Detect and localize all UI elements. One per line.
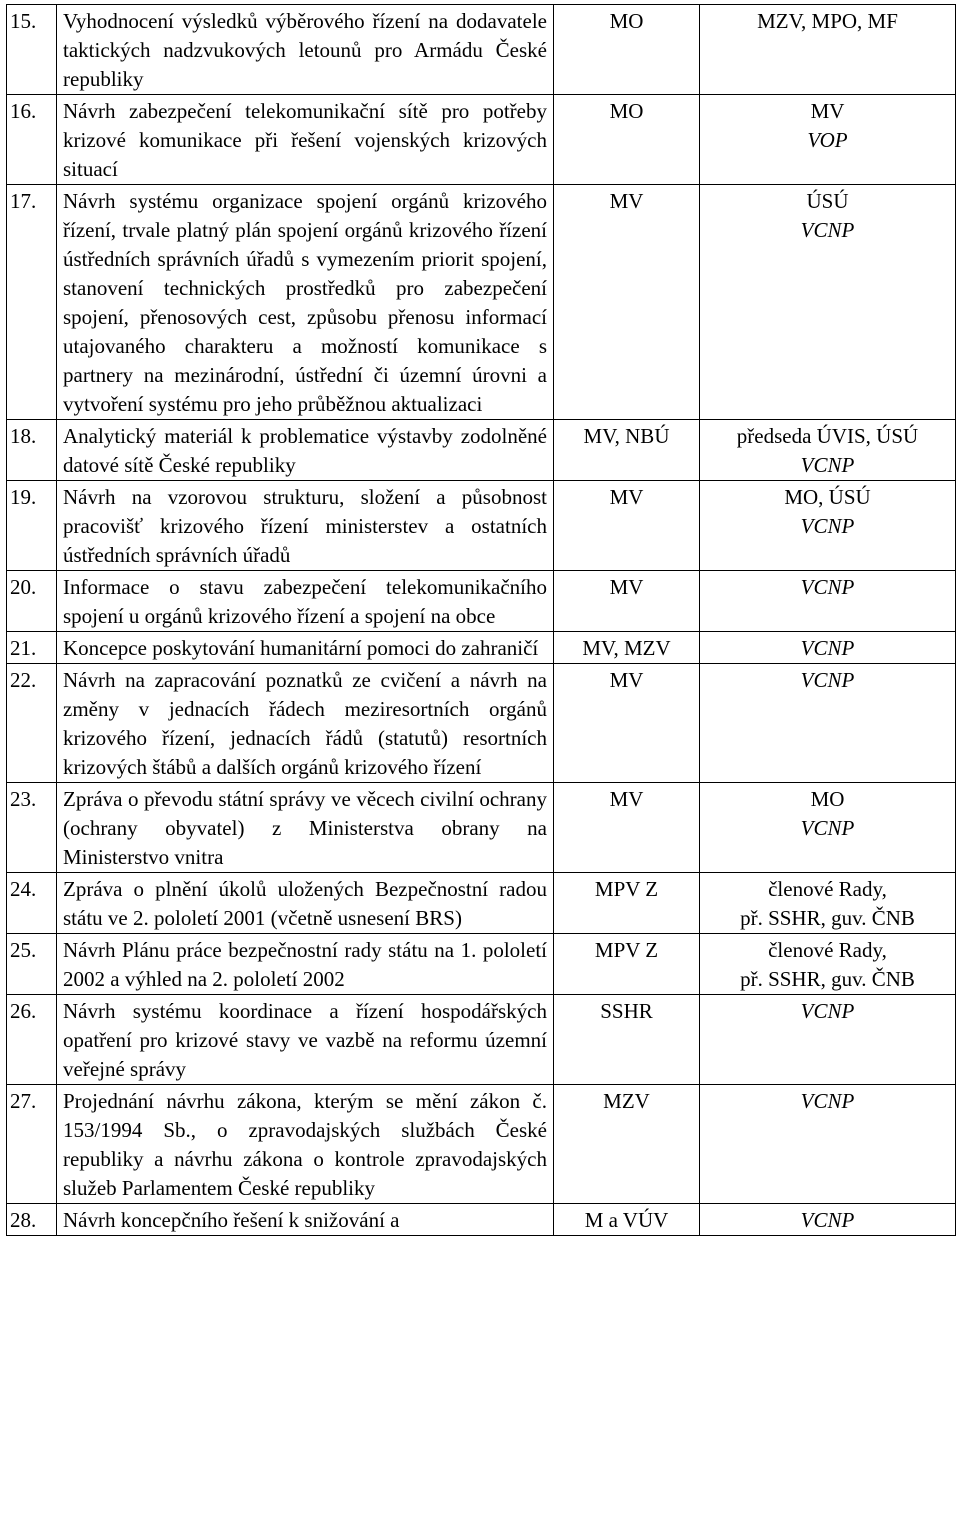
row-number: 28. <box>7 1204 57 1236</box>
co-operating-parties <box>700 873 956 934</box>
co-party: př. SSHR, guv. ČNB <box>740 906 915 930</box>
table-row <box>7 481 956 571</box>
task-description: Návrh koncepčního řešení k snižování a <box>57 1204 554 1236</box>
co-party: VCNP <box>800 514 855 538</box>
responsible-party: M a VÚV <box>554 1204 700 1236</box>
co-operating-parties <box>700 1085 956 1204</box>
co-operating-parties <box>700 664 956 783</box>
co-party: VCNP <box>800 636 855 660</box>
responsible-party: MV <box>554 571 700 632</box>
task-table-body <box>7 5 956 1236</box>
co-party: ÚSÚ <box>806 189 849 213</box>
task-description: Návrh na vzorovou strukturu, složení a působnost pracovišť krizového řízení ministerstev a ostatních ústředních správních úřadů <box>57 481 554 571</box>
co-operating-parties <box>700 95 956 185</box>
task-table <box>6 4 956 1236</box>
co-operating-parties <box>700 1204 956 1236</box>
task-description: Návrh systému organizace spojení orgánů krizového řízení, trvale platný plán spojení orgánů krizového řízení ústředních správních úřadů s vymezením priorit spojení, stanovení technických prostředků pro zabezpečení spojení, přenosových cest, způsobu přenosu informací utajovaného charakteru a možností komunikace s partnery na mezinárodní, ústřední či územní úrovni a vytvoření systému pro jeho průběžnou aktualizaci <box>57 185 554 420</box>
co-operating-parties <box>700 420 956 481</box>
co-operating-parties <box>700 934 956 995</box>
row-number: 25. <box>7 934 57 995</box>
co-party: členové Rady, <box>768 877 887 901</box>
row-number: 26. <box>7 995 57 1085</box>
co-party: VCNP <box>800 1089 855 1113</box>
table-row <box>7 934 956 995</box>
co-party: předseda ÚVIS, ÚSÚ <box>736 424 919 448</box>
co-party: VCNP <box>800 575 855 599</box>
co-party: MO, ÚSÚ <box>784 485 871 509</box>
table-row <box>7 783 956 873</box>
task-description: Návrh zabezpečení telekomunikační sítě pro potřeby krizové komunikace při řešení vojenských krizových situací <box>57 95 554 185</box>
co-operating-parties <box>700 185 956 420</box>
task-description: Návrh Plánu práce bezpečnostní rady státu na 1. pololetí 2002 a výhled na 2. pololetí 2002 <box>57 934 554 995</box>
co-party: př. SSHR, guv. ČNB <box>740 967 915 991</box>
responsible-party: MPV Z <box>554 934 700 995</box>
row-number: 17. <box>7 185 57 420</box>
table-row <box>7 664 956 783</box>
row-number: 16. <box>7 95 57 185</box>
table-row <box>7 873 956 934</box>
responsible-party: MO <box>554 95 700 185</box>
co-party: VCNP <box>800 668 855 692</box>
co-party: VCNP <box>800 218 855 242</box>
table-row <box>7 420 956 481</box>
task-description: Koncepce poskytování humanitární pomoci do zahraničí <box>57 632 554 664</box>
task-description: Návrh systému koordinace a řízení hospodářských opatření pro krizové stavy ve vazbě na reformu územní veřejné správy <box>57 995 554 1085</box>
task-description: Zpráva o plnění úkolů uložených Bezpečnostní radou státu ve 2. pololetí 2001 (včetně usnesení BRS) <box>57 873 554 934</box>
co-party: MZV, MPO, MF <box>757 9 898 33</box>
task-description: Vyhodnocení výsledků výběrového řízení na dodavatele taktických nadzvukových letounů pro Armádu České republiky <box>57 5 554 95</box>
table-row <box>7 632 956 664</box>
task-description: Návrh na zapracování poznatků ze cvičení a návrh na změny v jednacích řádech meziresortních orgánů krizového řízení, jednacích řádů (statutů) resortních krizových štábů a dalších orgánů krizového řízení <box>57 664 554 783</box>
co-operating-parties <box>700 783 956 873</box>
responsible-party: MV <box>554 185 700 420</box>
responsible-party: MV, MZV <box>554 632 700 664</box>
responsible-party: MO <box>554 5 700 95</box>
table-row <box>7 571 956 632</box>
co-party: VCNP <box>800 1208 855 1232</box>
co-party: členové Rady, <box>768 938 887 962</box>
row-number: 23. <box>7 783 57 873</box>
task-description: Informace o stavu zabezpečení telekomunikačního spojení u orgánů krizového řízení a spojení na obce <box>57 571 554 632</box>
table-row <box>7 1085 956 1204</box>
responsible-party: MPV Z <box>554 873 700 934</box>
task-description: Zpráva o převodu státní správy ve věcech civilní ochrany (ochrany obyvatel) z Ministerstva obrany na Ministerstvo vnitra <box>57 783 554 873</box>
responsible-party: MV <box>554 481 700 571</box>
responsible-party: MV, NBÚ <box>554 420 700 481</box>
row-number: 21. <box>7 632 57 664</box>
row-number: 22. <box>7 664 57 783</box>
responsible-party: MV <box>554 783 700 873</box>
co-operating-parties <box>700 995 956 1085</box>
co-operating-parties <box>700 632 956 664</box>
co-operating-parties <box>700 481 956 571</box>
co-party: VCNP <box>800 453 855 477</box>
table-row <box>7 1204 956 1236</box>
co-operating-parties <box>700 571 956 632</box>
row-number: 15. <box>7 5 57 95</box>
task-description: Projednání návrhu zákona, kterým se mění zákon č. 153/1994 Sb., o zpravodajských službách České republiky a návrhu zákona o kontrole zpravodajských služeb Parlamentem České republiky <box>57 1085 554 1204</box>
co-party: MO <box>810 787 845 811</box>
responsible-party: MV <box>554 664 700 783</box>
row-number: 24. <box>7 873 57 934</box>
responsible-party: MZV <box>554 1085 700 1204</box>
row-number: 20. <box>7 571 57 632</box>
co-party: MV <box>810 99 845 123</box>
co-party: VOP <box>807 128 848 152</box>
row-number: 18. <box>7 420 57 481</box>
co-party: VCNP <box>800 999 855 1023</box>
row-number: 19. <box>7 481 57 571</box>
table-row <box>7 995 956 1085</box>
row-number: 27. <box>7 1085 57 1204</box>
co-party: VCNP <box>800 816 855 840</box>
table-row <box>7 185 956 420</box>
co-operating-parties <box>700 5 956 95</box>
task-description: Analytický materiál k problematice výstavby zodolněné datové sítě České republiky <box>57 420 554 481</box>
table-row <box>7 95 956 185</box>
table-row <box>7 5 956 95</box>
responsible-party: SSHR <box>554 995 700 1085</box>
